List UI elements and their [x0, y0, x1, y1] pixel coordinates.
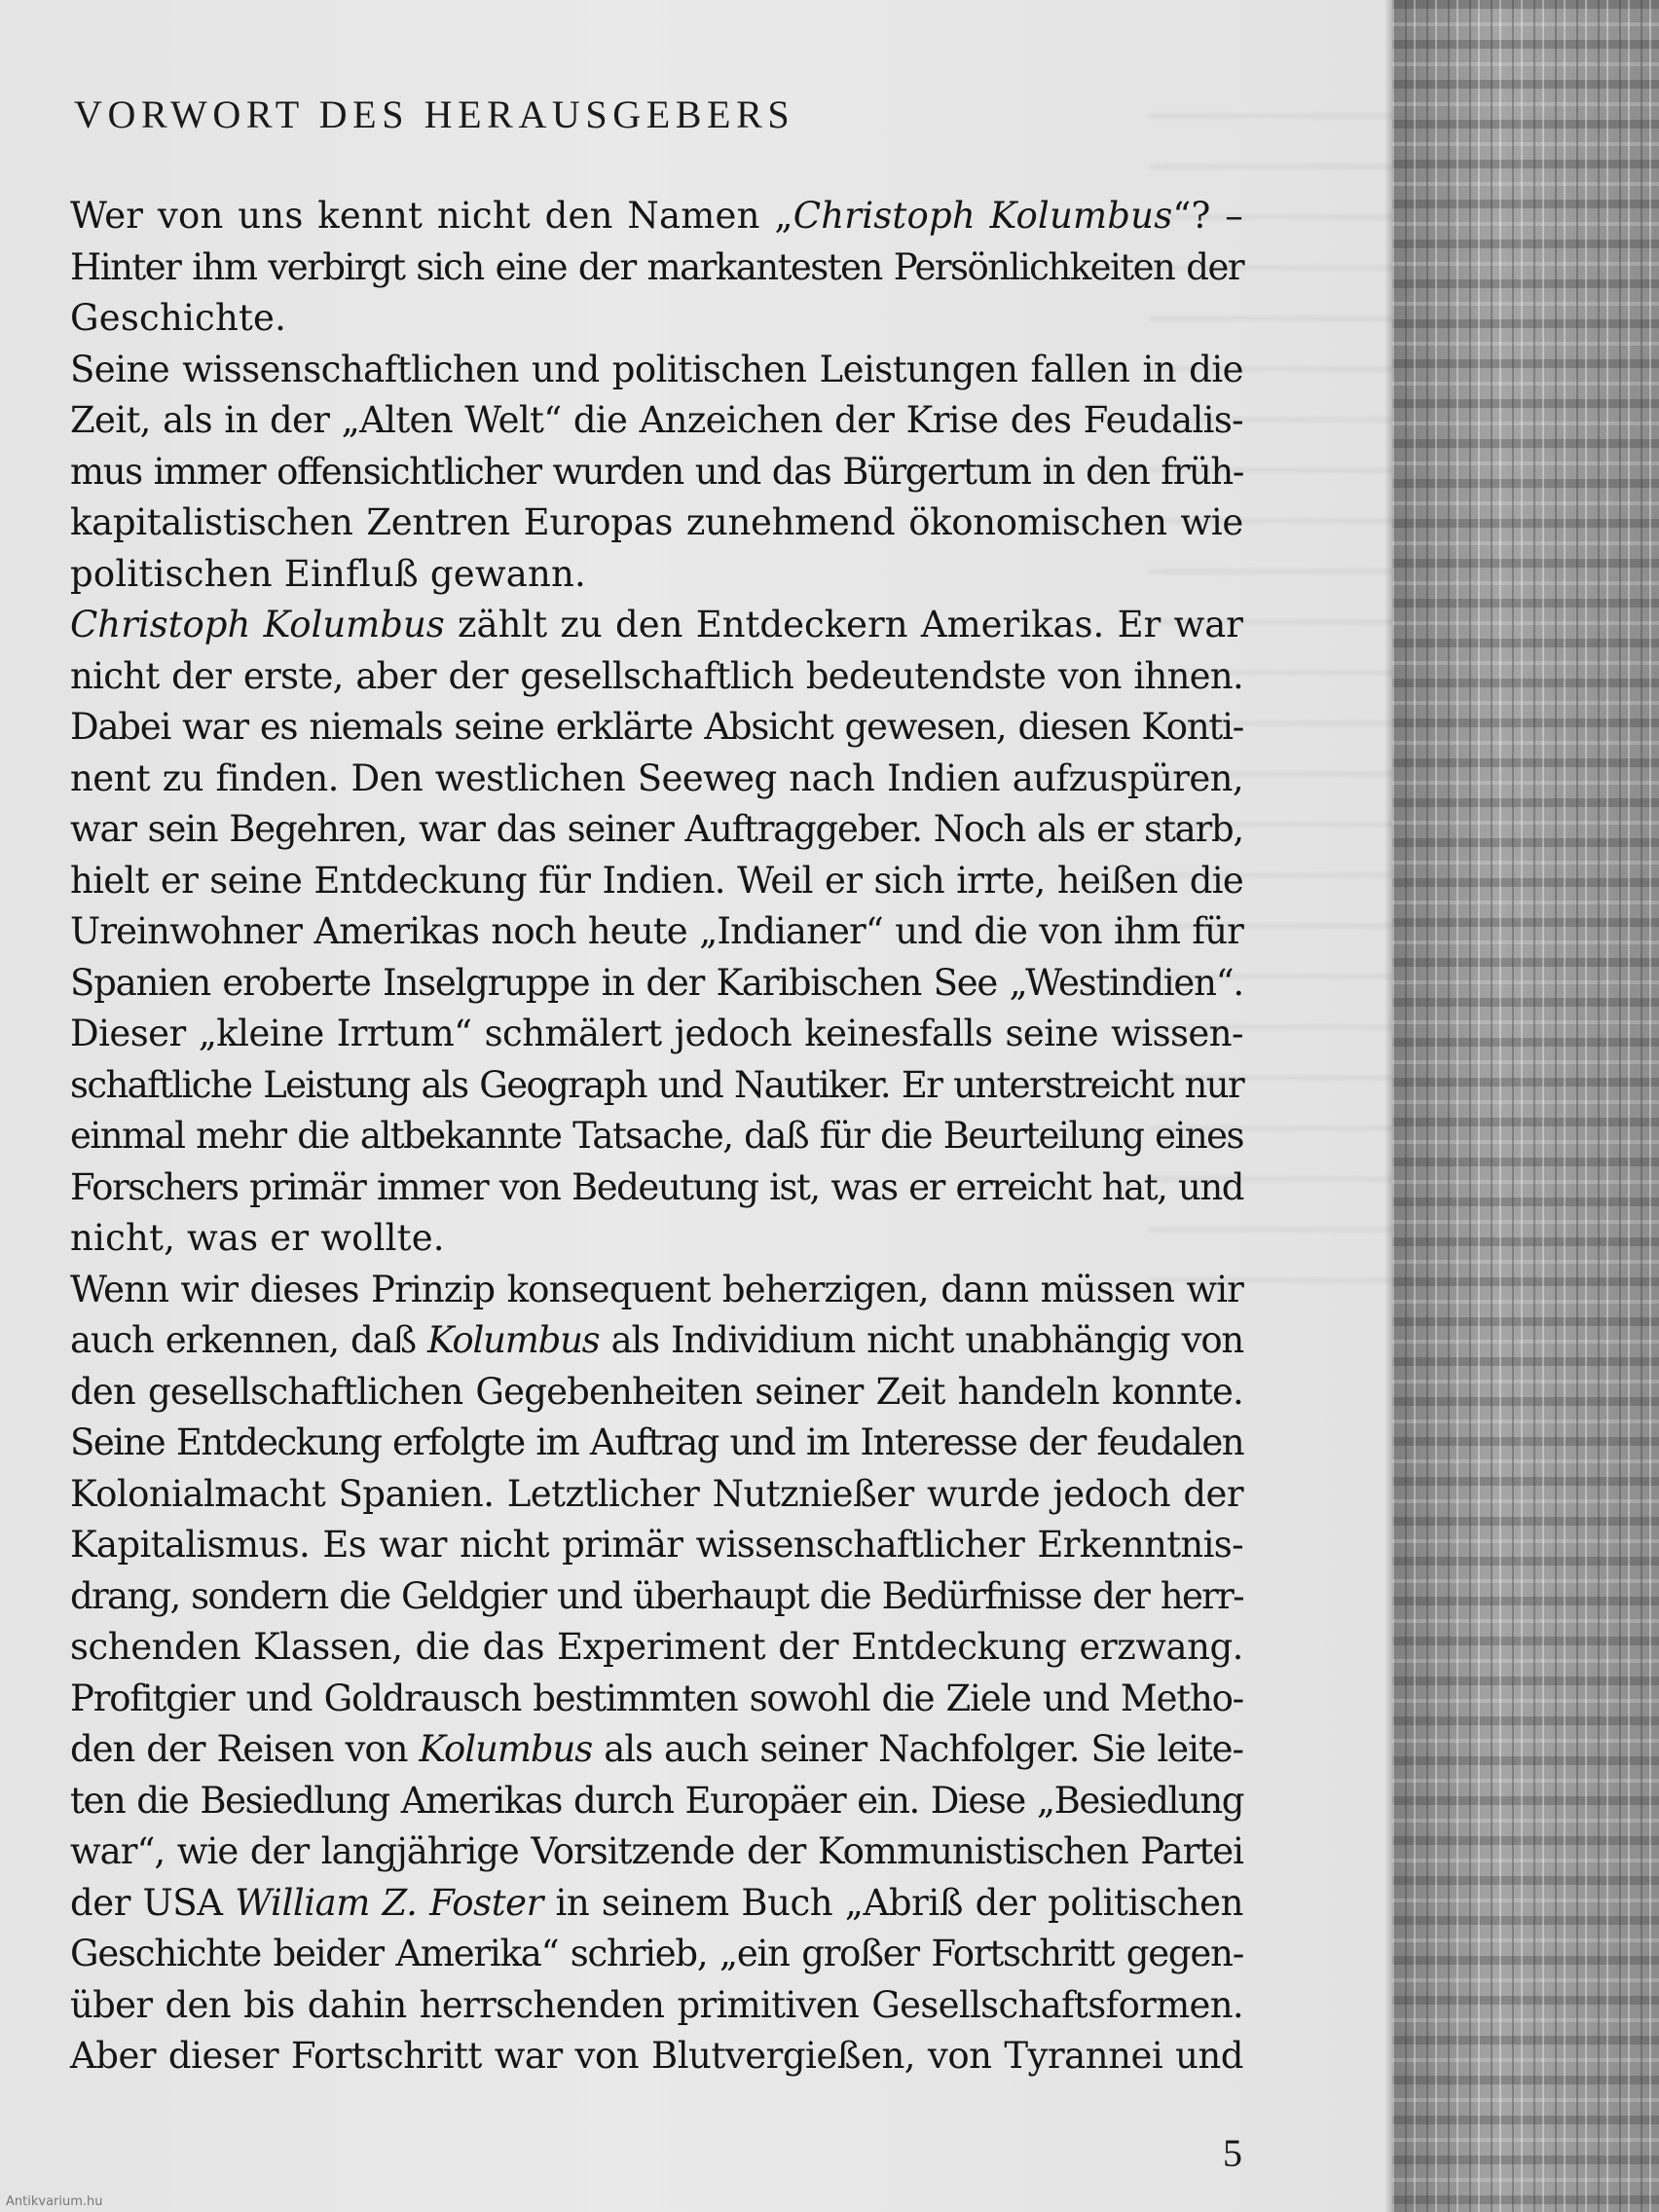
- text-segment: in seinem Buch „Abriß der politischen: [542, 1881, 1244, 1924]
- text-line: [70, 1111, 1243, 1162]
- text-segment: nent zu finden. Den westlichen Seeweg nach Indien aufzuspüren,: [70, 756, 1243, 799]
- text-segment: zählt zu den Entdeckern Amerikas. Er war: [444, 604, 1243, 645]
- text-segment: Wenn wir dieses Prinzip konsequent beherzigen, dann müssen wir: [70, 1268, 1243, 1310]
- text-line: [70, 651, 1243, 703]
- text-line: [70, 600, 1243, 651]
- text-segment: Dabei war es niemals seine erklärte Absicht gewesen, diesen Konti-: [70, 706, 1243, 748]
- text-segment: Aber dieser Fortschritt war von Blutvergießen, von Tyrannei und: [70, 2035, 1243, 2077]
- text-segment: den der Reisen von: [70, 1728, 420, 1770]
- italic-name: Christoph Kolumbus: [70, 604, 445, 645]
- text-segment: kapitalistischen Zentren Europas zunehmend ökonomischen wie: [70, 501, 1243, 543]
- text-segment: Seine wissenschaftlichen und politischen Leistungen fallen in die: [70, 348, 1243, 390]
- text-segment: Geschichte beider Amerika“ schrieb, „ein großer Fortschritt gegen-: [70, 1933, 1243, 1974]
- italic-name: Christoph Kolumbus: [793, 195, 1173, 237]
- text-segment: als Individium nicht unabhängig von: [599, 1319, 1244, 1361]
- watermark: Antikvarium.hu: [6, 2194, 103, 2209]
- text-line: [70, 1826, 1243, 1878]
- text-segment: Wer von uns kennt nicht den Namen „: [70, 195, 793, 237]
- italic-name: Kolumbus: [419, 1728, 593, 1770]
- text-segment: Forschers primär immer von Bedeutung ist, was er erreicht hat, und: [70, 1165, 1243, 1208]
- text-line: [70, 906, 1243, 958]
- text-segment: mus immer offensichtlicher wurden und das Bürgertum in den früh-: [70, 450, 1243, 493]
- text-line: [70, 242, 1243, 294]
- text-line: [70, 498, 1243, 549]
- text-segment: Ureinwohner Amerikas noch heute „Indianer“ und die von ihm für: [70, 910, 1243, 952]
- text-line: [70, 1060, 1243, 1112]
- text-segment: Spanien eroberte Inselgruppe in der Karibischen See „Westindien“.: [70, 961, 1243, 1004]
- text-segment: nicht der erste, aber der gesellschaftlich bedeutendste von ihnen.: [70, 654, 1243, 697]
- text-segment: nicht, was er wollte.: [70, 1217, 445, 1259]
- text-segment: Hinter ihm verbirgt sich eine der markantesten Persönlichkeiten der: [70, 245, 1243, 288]
- text-segment: auch erkennen, daß: [70, 1319, 427, 1361]
- text-line: [70, 293, 1243, 345]
- text-line: [70, 1878, 1243, 1930]
- page-number: 5: [1223, 2131, 1242, 2175]
- text-line: [70, 191, 1243, 242]
- text-line: [70, 1571, 1243, 1623]
- text-line: [70, 1469, 1243, 1521]
- text-segment: drang, sondern die Geldgier und überhaupt die Bedürfnisse der herr-: [70, 1574, 1243, 1617]
- page-heading: VORWORT DES HERAUSGEBERS: [74, 92, 795, 136]
- text-segment: Geschichte.: [70, 297, 287, 339]
- text-segment: Zeit, als in der „Alten Welt“ die Anzeichen der Krise des Feudalis-: [70, 399, 1243, 441]
- text-line: [70, 1315, 1243, 1367]
- text-line: [70, 345, 1243, 396]
- text-line: [70, 1520, 1243, 1571]
- text-segment: schenden Klassen, die das Experiment der Entdeckung erzwang.: [70, 1626, 1243, 1668]
- text-line: [70, 1776, 1243, 1827]
- italic-name: Kolumbus: [426, 1319, 600, 1361]
- text-line: [70, 1418, 1243, 1469]
- text-line: [70, 702, 1243, 754]
- text-segment: Seine Entdeckung erfolgte im Auftrag und im Interesse der feudalen: [70, 1421, 1243, 1463]
- text-line: [70, 1367, 1243, 1419]
- text-segment: Profitgier und Goldrausch bestimmten sowohl die Ziele und Metho-: [70, 1677, 1243, 1719]
- text-segment: ten die Besiedlung Amerikas durch Europäer ein. Diese „Besiedlung: [70, 1779, 1243, 1822]
- text-line: [70, 1674, 1243, 1725]
- italic-name: William Z. Foster: [235, 1881, 543, 1924]
- text-line: [70, 1162, 1243, 1214]
- book-page-edges: [1392, 0, 1659, 2212]
- text-segment: Kapitalismus. Es war nicht primär wissenschaftlicher Erkenntnis-: [70, 1524, 1243, 1566]
- text-segment: politischen Einfluß gewann.: [70, 552, 586, 595]
- text-line: [70, 856, 1243, 907]
- text-line: [70, 549, 1243, 601]
- text-line: [70, 958, 1243, 1010]
- text-line: [70, 395, 1243, 447]
- text-segment: hielt er seine Entdeckung für Indien. Weil er sich irrte, heißen die: [70, 859, 1243, 902]
- text-line: [70, 754, 1243, 805]
- text-line: [70, 1724, 1243, 1776]
- text-line: [70, 1622, 1243, 1674]
- body-text: [70, 191, 1243, 2083]
- text-line: [70, 804, 1243, 856]
- text-segment: war“, wie der langjährige Vorsitzende der Kommunistischen Partei: [70, 1830, 1243, 1872]
- text-segment: der USA: [70, 1881, 236, 1924]
- text-segment: einmal mehr die altbekannte Tatsache, daß für die Beurteilung eines: [70, 1115, 1243, 1157]
- text-line: [70, 1265, 1243, 1316]
- text-line: [70, 1213, 1243, 1265]
- text-line: [70, 2031, 1243, 2083]
- text-segment: den gesellschaftlichen Gegebenheiten seiner Zeit handeln konnte.: [70, 1370, 1243, 1413]
- text-segment: Kolonialmacht Spanien. Letztlicher Nutznießer wurde jedoch der: [70, 1472, 1243, 1515]
- text-line: [70, 1929, 1243, 1980]
- text-segment: war sein Begehren, war das seiner Auftraggeber. Noch als er starb,: [70, 808, 1243, 850]
- text-line: [70, 1980, 1243, 2032]
- text-segment: “? –: [1172, 195, 1243, 237]
- text-segment: schaftliche Leistung als Geograph und Nautiker. Er unterstreicht nur: [70, 1063, 1243, 1106]
- text-segment: als auch seiner Nachfolger. Sie leite-: [592, 1728, 1243, 1770]
- text-line: [70, 447, 1243, 498]
- text-segment: über den bis dahin herrschenden primitiven Gesellschaftsformen.: [70, 1983, 1243, 2026]
- text-segment: Dieser „kleine Irrtum“ schmälert jedoch keinesfalls seine wissen-: [70, 1013, 1243, 1054]
- text-line: [70, 1009, 1243, 1060]
